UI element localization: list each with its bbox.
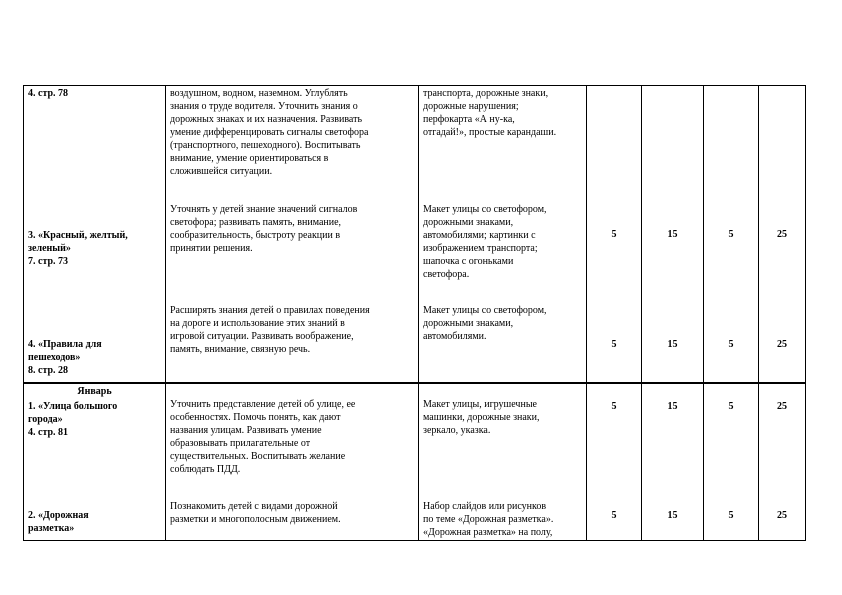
topic-cell: 4. «Правила для пешеходов» 8. стр. 28 — [28, 339, 102, 376]
topic-cell: 1. «Улица большого города» 4. стр. 81 — [28, 401, 118, 438]
materials-cell: транспорта, дорожные знаки, дорожные нарушения; перфокарта «А ну-ка, отгадай!», простые карандаши. — [423, 88, 557, 138]
value-cell-1: 5 — [611, 339, 617, 350]
value-cell-3: 5 — [728, 510, 734, 521]
topic-cell: 2. «Дорожная разметка» — [28, 510, 89, 534]
topic-cell: 3. «Красный, желтый, зеленый» 7. стр. 73 — [28, 230, 128, 267]
col-border-topic — [165, 85, 166, 541]
row-divider-january — [23, 382, 806, 384]
tasks-cell: Познакомить детей с видами дорожной разметки и многополосным движением. — [170, 501, 341, 525]
materials-cell: Макет улицы со светофором, дорожными знаками, автомобилями; картинки с изображением транспорта; шапочка с огоньками светофора. — [423, 204, 547, 280]
value-cell-3: 5 — [728, 401, 734, 412]
value-cell-1: 5 — [611, 510, 617, 521]
value-cell-1: 5 — [611, 229, 617, 240]
value-cell-4: 25 — [777, 510, 787, 521]
col-border-materials — [586, 85, 587, 541]
tasks-cell: Уточнить представление детей об улице, ее особенностях. Помочь понять, как дают названия улицам. Развивать умение образовывать прилагательные от существительных. Воспитывать желание соблюдать ПДД. — [170, 399, 356, 475]
table-bottom-border — [23, 540, 806, 541]
month-heading: Январь — [77, 386, 112, 397]
table-top-border — [23, 85, 806, 86]
col-border-right — [805, 85, 806, 541]
value-cell-3: 5 — [728, 339, 734, 350]
value-cell-3: 5 — [728, 229, 734, 240]
materials-cell: Макет улицы со светофором, дорожными знаками, автомобилями. — [423, 305, 547, 342]
col-border-left — [23, 85, 24, 541]
col-border-v2 — [703, 85, 704, 541]
col-border-v1 — [641, 85, 642, 541]
value-cell-4: 25 — [777, 339, 787, 350]
value-cell-1: 5 — [611, 401, 617, 412]
topic-cell: 4. стр. 78 — [28, 88, 69, 99]
tasks-cell: Уточнять у детей знание значений сигналов светофора; развивать память, внимание, сообразительность, быстроту реакции в принятии решения. — [170, 204, 358, 254]
tasks-cell: Расширять знания детей о правилах поведения на дороге и использование этих знаний в игровой ситуации. Развивать воображение, память, внимание, связную речь. — [170, 305, 370, 355]
value-cell-4: 25 — [777, 229, 787, 240]
value-cell-4: 25 — [777, 401, 787, 412]
value-cell-2: 15 — [667, 401, 678, 412]
value-cell-2: 15 — [667, 339, 678, 350]
col-border-v3 — [758, 85, 759, 541]
value-cell-2: 15 — [667, 510, 678, 521]
col-border-tasks — [418, 85, 419, 541]
materials-cell: Макет улицы, игрушечные машинки, дорожные знаки, зеркало, указка. — [423, 399, 540, 436]
tasks-cell: воздушном, водном, наземном. Углублять знания о труде водителя. Уточнить знания о дорожных знаках и их назначения. Развивать умение дифференцировать сигналы светофора (транспортного, пешеходного). Воспитывать внимание, умение ориентироваться в сложившейся ситуации. — [170, 88, 369, 177]
value-cell-2: 15 — [667, 229, 678, 240]
materials-cell: Набор слайдов или рисунков по теме «Дорожная разметка». «Дорожная разметка» на полу, — [423, 501, 554, 538]
